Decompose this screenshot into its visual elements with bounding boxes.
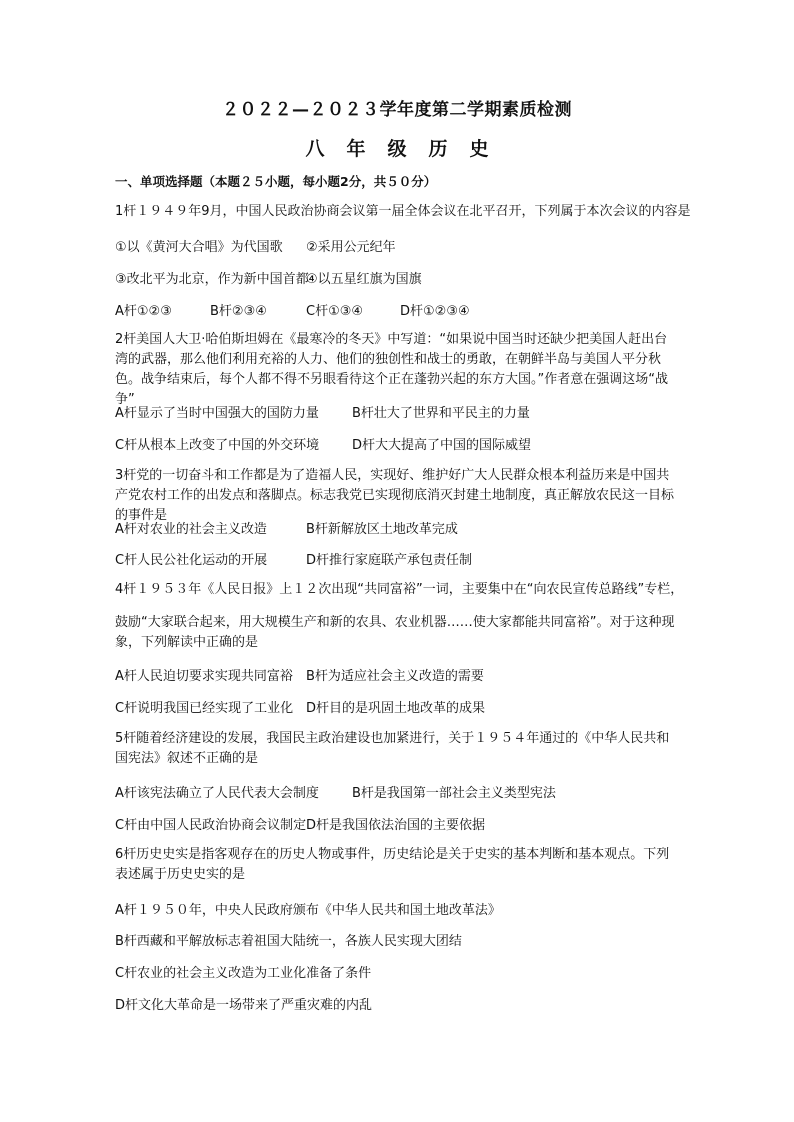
question-1-option-b: B杆②③④: [210, 304, 267, 319]
question-1-item-4: ④以五星红旗为国旗: [306, 272, 422, 287]
question-2-option-b: B杆壮大了世界和平民主的力量: [352, 406, 530, 421]
question-1-item-1: ①以《黄河大合唱》为代国歌: [115, 240, 283, 255]
question-6-option-a: A杆１９５０年，中央人民政府颁布《中华人民共和国土地改革法》: [115, 903, 501, 918]
question-3-option-d: D杆推行家庭联产承包责任制: [306, 553, 473, 568]
question-5-option-a: A杆该宪法确立了人民代表大会制度: [115, 786, 319, 801]
question-2-stem: 2杆美国人大卫·哈伯斯坦姆在《最寒冷的冬天》中写道：“如果说中国当时还缺少把美国人赶出台湾的武器，那么他们利用充裕的人力、他们的独创性和战士的勇敢，在朝鲜半岛与美国人平分秋色。战争结束后，每个人都不得不另眼看待这个正在蓬勃兴起的东方大国。”作者意在强调这场“战争”: [115, 332, 668, 407]
section-heading: 一、单项选择题（本题２５小题，每小题2分，共５０分）: [115, 174, 437, 189]
question-1-item-3: ③改北平为北京，作为新中国首都: [115, 272, 309, 287]
question-5-option-d: D杆是我国依法治国的主要依据: [306, 818, 486, 833]
question-3-option-a: A杆对农业的社会主义改造: [115, 522, 267, 537]
question-3-stem: 3杆党的一切奋斗和工作都是为了造福人民，实现好、维护好广大人民群众根本利益历来是中国共产党农村工作的出发点和落脚点。标志我党已实现彻底消灭封建土地制度，真正解放农民这一目标的事件是: [115, 468, 675, 523]
question-6-stem: 6杆历史史实是指客观存在的历史人物或事件，历史结论是关于史实的基本判断和基本观点。下列表述属于历史史实的是: [115, 847, 670, 882]
question-4-option-c: C杆说明我国已经实现了工业化: [115, 701, 294, 716]
question-1-option-c: C杆①③④: [306, 304, 364, 319]
question-5-stem: 5杆随着经济建设的发展，我国民主政治建设也加紧进行，关于１９５４年通过的《中华人民共和国宪法》叙述不正确的是: [115, 731, 670, 766]
question-4-option-d: D杆目的是巩固土地改革的成果: [306, 701, 486, 716]
exam-title: ２０２２—２０２３学年度第二学期素质检测: [222, 100, 572, 120]
question-3-option-b: B杆新解放区土地改革完成: [306, 522, 458, 537]
question-4-option-a: A杆人民迫切要求实现共同富裕: [115, 669, 293, 684]
exam-subject: 八年级历史: [305, 138, 511, 160]
question-4-stem-line-2: 鼓励“大家联合起来，用大规模生产和新的农具、农业机器……使大家都能共同富裕”。对于这种现象，下列解读中正确的是: [115, 615, 675, 650]
question-6-option-d: D杆文化大革命是一场带来了严重灾难的内乱: [115, 998, 373, 1013]
question-1-item-2: ②采用公元纪年: [306, 240, 396, 255]
question-2-option-a: A杆显示了当时中国强大的国防力量: [115, 406, 319, 421]
question-1-stem: 1杆１９４９年9月，中国人民政治协商会议第一届全体会议在北平召开，下列属于本次会议的内容是: [115, 204, 691, 219]
question-1-option-a: A杆①②③: [115, 304, 172, 319]
question-5-option-b: B杆是我国第一部社会主义类型宪法: [352, 786, 556, 801]
question-4-stem-line-1: 4杆１９５３年《人民日报》上１２次出现“共同富裕”一词，主要集中在“向农民宣传总路线”专栏，: [115, 582, 684, 597]
question-3-option-c: C杆人民公社化运动的开展: [115, 553, 268, 568]
question-2-option-c: C杆从根本上改变了中国的外交环境: [115, 438, 320, 453]
question-6-option-c: C杆农业的社会主义改造为工业化准备了条件: [115, 966, 372, 981]
question-5-option-c: C杆由中国人民政治协商会议制定: [115, 818, 307, 833]
question-2-option-d: D杆大大提高了中国的国际威望: [352, 438, 532, 453]
question-1-option-d: D杆①②③④: [400, 304, 470, 319]
question-4-option-b: B杆为适应社会主义改造的需要: [306, 669, 484, 684]
question-6-option-b: B杆西藏和平解放标志着祖国大陆统一，各族人民实现大团结: [115, 934, 462, 949]
